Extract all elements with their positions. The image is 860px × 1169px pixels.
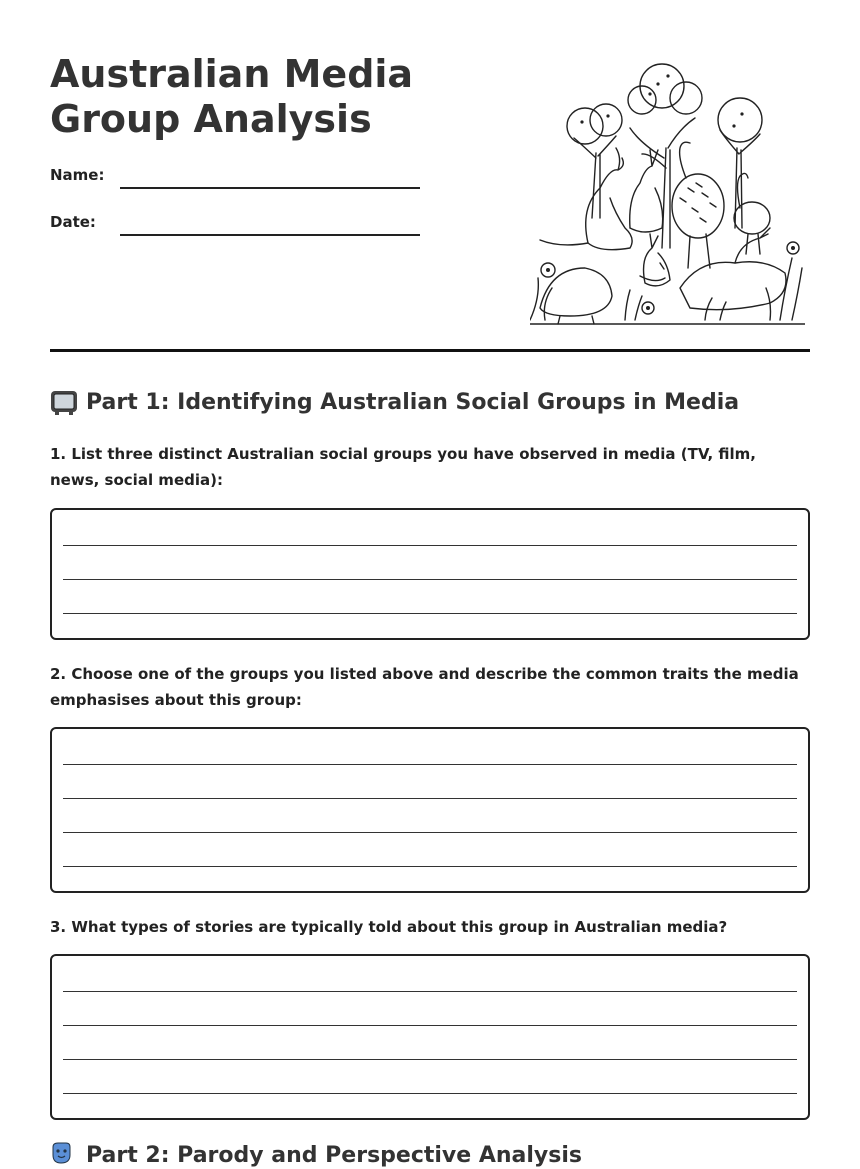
- answer-line: [63, 764, 797, 765]
- answer-line: [63, 866, 797, 867]
- answer-line: [63, 579, 797, 580]
- answer-line: [63, 545, 797, 546]
- question-3: 3. What types of stories are typically told about this group in Australian media?: [50, 918, 728, 936]
- theatre-icon: [50, 1141, 78, 1169]
- answer-box-2[interactable]: [50, 727, 810, 893]
- answer-line: [63, 1093, 797, 1094]
- date-field[interactable]: [50, 213, 430, 237]
- date-label: Date:: [50, 213, 96, 231]
- answer-line: [63, 991, 797, 992]
- part1-heading-text: Part 1: Identifying Australian Social Groups in Media: [86, 389, 740, 415]
- part2-heading-text: Part 2: Parody and Perspective Analysis: [86, 1142, 582, 1168]
- header-divider: [50, 349, 810, 352]
- worksheet-title: Australian Media Group Analysis: [50, 52, 414, 141]
- tv-icon: [50, 388, 78, 416]
- answer-line: [63, 1025, 797, 1026]
- part2-heading: [50, 1141, 582, 1169]
- answer-line: [63, 613, 797, 614]
- name-field[interactable]: [50, 166, 430, 190]
- part1-heading: [50, 388, 739, 416]
- australian-wildlife-illustration: [530, 58, 805, 326]
- name-line[interactable]: [120, 187, 420, 189]
- answer-line: [63, 1059, 797, 1060]
- date-line[interactable]: [120, 234, 420, 236]
- answer-line: [63, 798, 797, 799]
- answer-box-1[interactable]: [50, 508, 810, 640]
- question-2: 2. Choose one of the groups you listed above and describe the common traits the media emphasises about this group:: [50, 665, 799, 709]
- answer-line: [63, 832, 797, 833]
- name-label: Name:: [50, 166, 105, 184]
- answer-box-3[interactable]: [50, 954, 810, 1120]
- question-1: 1. List three distinct Australian social groups you have observed in media (TV, film, news, social media):: [50, 445, 756, 489]
